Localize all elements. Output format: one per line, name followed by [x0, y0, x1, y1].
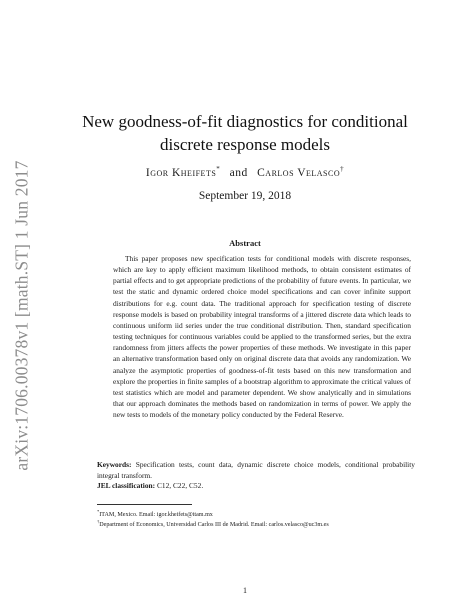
footnote-mark-2: †	[97, 519, 100, 524]
keywords-text: Specification tests, count data, dynamic discrete choice models, conditional probability integral transform.	[97, 460, 415, 480]
abstract-body: This paper proposes new specification tests for conditional models with discrete responses, which are key to apply efficient maximum likelihood methods, to obtain consistent estimates of partial effects and to get appropriate predictions of the probability of future events. In particular, we test the static and dynamic ordered choice model specifications and can cover infinite support distributions for e.g. count data. The traditional approach for specification testing of discrete response models is based on probability integral transforms of a jittered discrete data which leads to continuous uniform iid series under the true conditional distribution. Then, standard specification testing techniques for continuous variables could be applied to the transformed series, but the extra randomness from jitters affects the power properties of these methods. We investigate in this paper an alternative transformation based only on original discrete data that avoids any randomization. We analyze the asymptotic properties of goodness-of-fit tests based on this new transformation and explore the properties in finite samples of a bootstrap algorithm to approximate the critical values of test statistics which are model and parameter dependent. We show analytically and in simulations that our approach dominates the methods based on randomization in terms of power. We apply the new tests to models of the monetary policy conducted by the Federal Reserve.	[113, 254, 411, 420]
author-line	[70, 165, 420, 179]
arxiv-identifier-stamp	[0, 95, 44, 535]
keywords-label: Keywords	[97, 460, 130, 469]
jel-label: JEL classification	[97, 481, 153, 490]
footnote-2	[97, 517, 427, 530]
author-conjunction: and	[229, 166, 248, 179]
footnote-divider	[97, 504, 192, 505]
paper-title	[80, 110, 410, 156]
paper-date: September 19, 2018	[198, 190, 292, 202]
author-footnote-mark-2: †	[340, 165, 345, 173]
footnote-mark-1: *	[97, 509, 100, 514]
keywords-paragraph	[97, 459, 415, 481]
jel-classification	[97, 480, 415, 491]
jel-colon: :	[152, 481, 156, 490]
page-number: 1	[243, 586, 247, 595]
footnote-text-1: ITAM, Mexico. Email: igor.kheifets@itam.mx	[99, 512, 213, 519]
footnote-text-2: Department of Economics, Universidad Carlos III de Madrid. Email: carlos.velasco@uc3m.es	[99, 522, 329, 529]
arxiv-identifier-text: arXiv:1706.00378v1 [math.ST] 1 Jun 2017	[11, 159, 32, 471]
author-name-1: Igor Kheifets	[145, 166, 217, 179]
paper-title-line-2: discrete response models	[160, 135, 330, 154]
author-footnote-mark-1: *	[216, 165, 221, 173]
author-name-2: Carlos Velasco	[257, 166, 341, 179]
paper-title-line-1: New goodness-of-fit diagnostics for conditional	[82, 112, 408, 131]
abstract-heading: Abstract	[229, 238, 261, 248]
keywords-colon: :	[129, 460, 132, 469]
jel-codes: C12, C22, C52.	[156, 481, 204, 490]
